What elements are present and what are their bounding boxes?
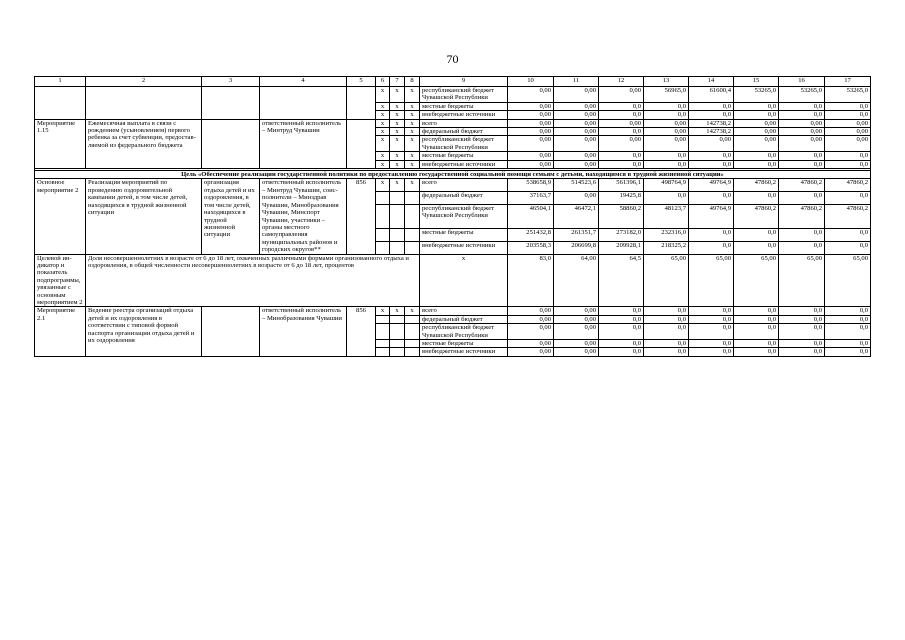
value-cell: 561396,1 bbox=[599, 179, 644, 192]
value-cell: 0,0 bbox=[734, 111, 779, 119]
header-cell: 9 bbox=[420, 77, 508, 87]
value-cell: 0,0 bbox=[825, 102, 871, 110]
code-cell bbox=[376, 340, 390, 348]
value-cell: 0,00 bbox=[554, 340, 599, 348]
header-cell: 11 bbox=[554, 77, 599, 87]
code-cell: x bbox=[376, 136, 390, 152]
page-number: 70 bbox=[446, 52, 459, 66]
value-cell: 514523,6 bbox=[554, 179, 599, 192]
value-cell: 0,00 bbox=[734, 136, 779, 152]
value-cell: 49764,9 bbox=[689, 179, 734, 192]
code-cell: x bbox=[390, 128, 405, 136]
value-cell: 0,0 bbox=[689, 152, 734, 160]
value-cell: 0,00 bbox=[508, 136, 554, 152]
funding-source: федеральный бюджет bbox=[420, 315, 508, 323]
code-cell bbox=[390, 241, 405, 254]
item-partners bbox=[202, 119, 260, 168]
value-cell: 209928,1 bbox=[599, 241, 644, 254]
code-cell: x bbox=[405, 136, 420, 152]
value-cell: 0,0 bbox=[599, 152, 644, 160]
code-cell: x bbox=[390, 111, 405, 119]
value-cell: 0,0 bbox=[599, 315, 644, 323]
header-row bbox=[35, 77, 871, 87]
value-cell: 0,00 bbox=[508, 152, 554, 160]
item-partners bbox=[202, 87, 260, 120]
code-cell: x bbox=[390, 87, 405, 103]
value-cell: 0,00 bbox=[644, 136, 689, 152]
value-cell: 0,0 bbox=[779, 340, 825, 348]
item-code: Основное мероприятие 2 bbox=[35, 179, 86, 254]
value-cell: 0,0 bbox=[689, 348, 734, 356]
value-cell: 37163,7 bbox=[508, 192, 554, 205]
value-cell: 0,00 bbox=[825, 136, 871, 152]
code-cell bbox=[405, 204, 420, 228]
item-code: Мероприятие 2.1 bbox=[35, 307, 86, 356]
value-cell: 47860,2 bbox=[825, 204, 871, 228]
value-cell: 0,00 bbox=[554, 87, 599, 103]
code-cell: x bbox=[405, 179, 420, 192]
value-cell: 0,0 bbox=[644, 315, 689, 323]
funding-source: всего bbox=[420, 119, 508, 127]
value-cell: 0,0 bbox=[599, 102, 644, 110]
value-cell: 0,00 bbox=[508, 324, 554, 340]
value-cell: 0,0 bbox=[689, 160, 734, 168]
header-cell: 14 bbox=[689, 77, 734, 87]
table-row bbox=[35, 87, 871, 103]
value-cell: 0,00 bbox=[508, 340, 554, 348]
value-cell: 0,0 bbox=[734, 307, 779, 315]
value-cell: 0,00 bbox=[554, 102, 599, 110]
funding-source: внебюджетные источники bbox=[420, 241, 508, 254]
value-cell: 0,00 bbox=[779, 119, 825, 127]
code-cell: x bbox=[390, 152, 405, 160]
code-cell: x bbox=[390, 179, 405, 192]
header-cell: 15 bbox=[734, 77, 779, 87]
code-cell bbox=[390, 348, 405, 356]
header-cell: 16 bbox=[779, 77, 825, 87]
code-cell: x bbox=[376, 119, 390, 127]
value-cell: 0,0 bbox=[644, 111, 689, 119]
value-cell: 65,00 bbox=[689, 254, 734, 307]
item-executor: ответственный исполнитель – Минтруд Чувашии bbox=[260, 119, 347, 168]
code-cell: x bbox=[405, 160, 420, 168]
value-cell: 0,0 bbox=[734, 102, 779, 110]
value-cell: 0,00 bbox=[825, 119, 871, 127]
code-cell: x bbox=[405, 87, 420, 103]
header-cell: 17 bbox=[825, 77, 871, 87]
value-cell: 0,0 bbox=[779, 241, 825, 254]
value-cell: 0,0 bbox=[599, 340, 644, 348]
value-cell: 0,00 bbox=[554, 192, 599, 205]
value-cell: 0,0 bbox=[779, 152, 825, 160]
code-cell bbox=[405, 228, 420, 241]
value-cell: 61600,4 bbox=[689, 87, 734, 103]
code-cell: x bbox=[405, 307, 420, 315]
value-cell: 0,0 bbox=[689, 340, 734, 348]
value-cell: 0,00 bbox=[554, 324, 599, 340]
header-cell: 1 bbox=[35, 77, 86, 87]
table-row bbox=[35, 179, 871, 192]
code-cell bbox=[390, 228, 405, 241]
funding-source: республиканский бюджет Чувашской Республики bbox=[420, 204, 508, 228]
code-cell bbox=[376, 348, 390, 356]
value-cell: 47860,2 bbox=[779, 179, 825, 192]
value-cell: 0,0 bbox=[734, 192, 779, 205]
value-cell: 0,0 bbox=[689, 192, 734, 205]
value-cell: 0,00 bbox=[734, 119, 779, 127]
value-cell: 0,0 bbox=[599, 111, 644, 119]
value-cell: 58860,2 bbox=[599, 204, 644, 228]
code-cell bbox=[376, 228, 390, 241]
code-cell: x bbox=[376, 111, 390, 119]
value-cell: 203558,3 bbox=[508, 241, 554, 254]
value-cell: 83,0 bbox=[508, 254, 554, 307]
value-cell: 0,0 bbox=[779, 307, 825, 315]
value-cell: 0,00 bbox=[554, 348, 599, 356]
value-cell: 0,0 bbox=[734, 340, 779, 348]
code-cell: x bbox=[376, 152, 390, 160]
item-name: Реализация мероприятий по проведению оздоровительной кампании детей, в том числе детей, находящихся в трудной жизненной ситуации bbox=[86, 179, 202, 254]
value-cell: 0,00 bbox=[508, 87, 554, 103]
value-cell: 0,00 bbox=[508, 315, 554, 323]
value-cell: 218325,2 bbox=[644, 241, 689, 254]
value-cell: 0,0 bbox=[779, 192, 825, 205]
value-cell: 0,0 bbox=[689, 228, 734, 241]
code-cell: x bbox=[376, 307, 390, 315]
value-cell: 65,00 bbox=[825, 254, 871, 307]
value-cell: 0,0 bbox=[599, 307, 644, 315]
value-cell: 142738,2 bbox=[689, 119, 734, 127]
code-cell: x bbox=[405, 128, 420, 136]
value-cell: 0,0 bbox=[825, 348, 871, 356]
funding-source: федеральный бюджет bbox=[420, 128, 508, 136]
value-cell: 0,00 bbox=[599, 119, 644, 127]
value-cell: 0,00 bbox=[734, 128, 779, 136]
code-cell bbox=[376, 324, 390, 340]
value-cell: 0,00 bbox=[554, 128, 599, 136]
funding-source: республиканский бюджет Чувашской Республики bbox=[420, 324, 508, 340]
code-cell bbox=[390, 204, 405, 228]
value-cell: 47860,2 bbox=[779, 204, 825, 228]
code-cell bbox=[390, 315, 405, 323]
value-cell: 206699,8 bbox=[554, 241, 599, 254]
item-code-col5 bbox=[347, 87, 376, 120]
value-cell: 0,0 bbox=[644, 152, 689, 160]
item-name: Ежемесячная выплата в связи с рождением (усыновлением) первого ребенка за счет субвенции, предоставляемой из федерального бюджета bbox=[86, 119, 202, 168]
value-cell: 0,00 bbox=[554, 152, 599, 160]
value-cell: 0,0 bbox=[779, 315, 825, 323]
value-cell: 0,0 bbox=[825, 152, 871, 160]
value-cell: 0,00 bbox=[508, 102, 554, 110]
table-row bbox=[35, 119, 871, 127]
code-cell: x bbox=[376, 87, 390, 103]
funding-source: внебюджетные источники bbox=[420, 160, 508, 168]
value-cell: 0,0 bbox=[825, 307, 871, 315]
header-cell: 4 bbox=[260, 77, 347, 87]
item-partners: организация отдыха детей и их оздоровления, в том числе детей, находящихся в трудной жизненной ситуации bbox=[202, 179, 260, 254]
value-cell: 0,00 bbox=[508, 160, 554, 168]
item-code-col5: 856 bbox=[347, 179, 376, 254]
value-cell: 0,0 bbox=[825, 160, 871, 168]
value-cell: 0,0 bbox=[599, 128, 644, 136]
code-cell bbox=[405, 324, 420, 340]
value-cell: 0,00 bbox=[508, 128, 554, 136]
value-cell: 47860,2 bbox=[825, 179, 871, 192]
value-cell: 0,0 bbox=[734, 160, 779, 168]
code-cell bbox=[390, 324, 405, 340]
code-cell: x bbox=[390, 307, 405, 315]
value-cell: 0,00 bbox=[825, 128, 871, 136]
header-cell: 3 bbox=[202, 77, 260, 87]
header-cell: 12 bbox=[599, 77, 644, 87]
value-cell: 46472,1 bbox=[554, 204, 599, 228]
value-cell: 142738,2 bbox=[689, 128, 734, 136]
value-cell: 0,0 bbox=[644, 348, 689, 356]
value-cell: 0,00 bbox=[599, 87, 644, 103]
code-cell bbox=[390, 340, 405, 348]
value-cell: 0,00 bbox=[554, 111, 599, 119]
value-cell: 0,00 bbox=[689, 136, 734, 152]
value-cell: 0,00 bbox=[554, 119, 599, 127]
value-cell: 0,0 bbox=[644, 160, 689, 168]
value-cell: 0,0 bbox=[825, 315, 871, 323]
value-cell: 0,0 bbox=[779, 228, 825, 241]
value-cell: 0,00 bbox=[508, 111, 554, 119]
value-cell: 0,0 bbox=[644, 324, 689, 340]
value-cell: 232316,0 bbox=[644, 228, 689, 241]
code-cell: x bbox=[376, 160, 390, 168]
code-cell: x bbox=[405, 152, 420, 160]
value-cell: 0,0 bbox=[825, 192, 871, 205]
value-cell: 261351,7 bbox=[554, 228, 599, 241]
item-code-col5: 856 bbox=[347, 307, 376, 356]
item-executor bbox=[260, 87, 347, 120]
funding-source: местные бюджеты bbox=[420, 340, 508, 348]
value-cell: 0,0 bbox=[779, 111, 825, 119]
value-cell: 0,0 bbox=[644, 307, 689, 315]
value-cell: 0,0 bbox=[644, 102, 689, 110]
value-cell: 47860,2 bbox=[734, 204, 779, 228]
indicator-label: Целевой индикатор и показатель подпрограммы, увязанные с основным мероприятием 2 bbox=[35, 254, 86, 307]
value-cell: 65,00 bbox=[779, 254, 825, 307]
value-cell: 0,0 bbox=[689, 241, 734, 254]
value-cell: 0,00 bbox=[779, 136, 825, 152]
funding-source: всего bbox=[420, 307, 508, 315]
value-cell: 0,0 bbox=[644, 192, 689, 205]
value-cell: 48123,7 bbox=[644, 204, 689, 228]
funding-source: республиканский бюджет Чувашской Республики bbox=[420, 136, 508, 152]
value-cell: 0,0 bbox=[734, 324, 779, 340]
item-partners bbox=[202, 307, 260, 356]
funding-source: местные бюджеты bbox=[420, 102, 508, 110]
value-cell: 0,0 bbox=[734, 241, 779, 254]
code-cell: x bbox=[405, 119, 420, 127]
value-cell: 53265,0 bbox=[734, 87, 779, 103]
code-cell: x bbox=[376, 128, 390, 136]
value-cell: 0,0 bbox=[599, 348, 644, 356]
funding-source: республиканский бюджет Чувашской Республики bbox=[420, 87, 508, 103]
value-cell: 273182,0 bbox=[599, 228, 644, 241]
value-cell: 64,5 bbox=[599, 254, 644, 307]
code-cell bbox=[405, 241, 420, 254]
code-cell: x bbox=[390, 160, 405, 168]
value-cell: 0,0 bbox=[734, 348, 779, 356]
value-cell: 53265,0 bbox=[779, 87, 825, 103]
value-cell: 0,0 bbox=[599, 160, 644, 168]
item-executor: ответственный исполнитель – Минобразования Чувашии bbox=[260, 307, 347, 356]
value-cell: 53265,0 bbox=[825, 87, 871, 103]
value-cell: 0,0 bbox=[734, 315, 779, 323]
header-cell: 13 bbox=[644, 77, 689, 87]
code-cell: x bbox=[390, 102, 405, 110]
value-cell: 0,0 bbox=[825, 324, 871, 340]
goal-heading: Цель «Обеспечение реализации государственной политики по предоставлению государственной социальной помощи семьям с детьми, находящимся в трудной жизненной ситуации» bbox=[35, 171, 871, 179]
value-cell: 0,0 bbox=[825, 241, 871, 254]
code-cell bbox=[376, 315, 390, 323]
code-cell: x bbox=[376, 179, 390, 192]
value-cell: 0,00 bbox=[508, 307, 554, 315]
table-row bbox=[35, 307, 871, 315]
code-cell bbox=[405, 192, 420, 205]
value-cell: 0,00 bbox=[644, 119, 689, 127]
value-cell: 0,00 bbox=[599, 136, 644, 152]
value-cell: 0,0 bbox=[779, 102, 825, 110]
item-executor: ответственный исполнитель – Минтруд Чувашии, соисполнители – Минздрав Чувашии, Минобразования Чувашии, Минспорт Чувашии, участники – органы местного самоуправления муниципальных районов и городских округов** bbox=[260, 179, 347, 254]
value-cell: 0,0 bbox=[644, 340, 689, 348]
funding-source: всего bbox=[420, 179, 508, 192]
value-cell: 0,0 bbox=[689, 315, 734, 323]
value-cell: 0,0 bbox=[734, 152, 779, 160]
code-cell: x bbox=[390, 119, 405, 127]
code-cell bbox=[376, 204, 390, 228]
value-cell: 0,00 bbox=[644, 128, 689, 136]
item-code-col5 bbox=[347, 119, 376, 168]
value-cell: 0,0 bbox=[734, 228, 779, 241]
code-cell: x bbox=[405, 111, 420, 119]
value-cell: 65,00 bbox=[734, 254, 779, 307]
value-cell: 64,00 bbox=[554, 254, 599, 307]
item-name: Ведение реестра организаций отдыха детей и их оздоровления в соответствии с типовой формой паспорта организации отдыха детей и их оздоровления bbox=[86, 307, 202, 356]
value-cell: 65,00 bbox=[644, 254, 689, 307]
code-cell bbox=[376, 241, 390, 254]
header-cell: 5 bbox=[347, 77, 376, 87]
item-code: Мероприятие 1.15 bbox=[35, 119, 86, 168]
budget-table bbox=[34, 76, 871, 357]
value-cell: 0,0 bbox=[779, 160, 825, 168]
value-cell: 0,00 bbox=[779, 128, 825, 136]
value-cell: 0,0 bbox=[779, 348, 825, 356]
indicator-row bbox=[35, 254, 871, 307]
funding-source: местные бюджеты bbox=[420, 228, 508, 241]
value-cell: 0,0 bbox=[779, 324, 825, 340]
item-name bbox=[86, 87, 202, 120]
value-cell: 0,0 bbox=[599, 324, 644, 340]
value-cell: 0,0 bbox=[689, 111, 734, 119]
value-cell: 0,00 bbox=[508, 348, 554, 356]
indicator-text: Доля несовершеннолетних в возрасте от 6 до 18 лет, охваченных различными формами организованного отдыха и оздоровления, в общей численности несовершеннолетних в возрасте от 6 до 18 лет, процентов bbox=[86, 254, 420, 307]
code-cell: x bbox=[390, 136, 405, 152]
funding-source: местные бюджеты bbox=[420, 152, 508, 160]
value-cell: 19425,8 bbox=[599, 192, 644, 205]
code-cell: x bbox=[376, 102, 390, 110]
code-cell bbox=[390, 192, 405, 205]
value-cell: 0,0 bbox=[825, 228, 871, 241]
value-cell: 0,00 bbox=[554, 307, 599, 315]
funding-source: федеральный бюджет bbox=[420, 192, 508, 205]
value-cell: 538658,9 bbox=[508, 179, 554, 192]
value-cell: 47860,2 bbox=[734, 179, 779, 192]
value-cell: 56965,0 bbox=[644, 87, 689, 103]
value-cell: 498764,9 bbox=[644, 179, 689, 192]
header-cell: 7 bbox=[390, 77, 405, 87]
header-cell: 10 bbox=[508, 77, 554, 87]
value-cell: 0,0 bbox=[825, 111, 871, 119]
code-cell: x bbox=[405, 102, 420, 110]
value-cell: 49764,9 bbox=[689, 204, 734, 228]
code-cell bbox=[405, 348, 420, 356]
indicator-x: x bbox=[420, 254, 508, 307]
funding-source: внебюджетные источники bbox=[420, 111, 508, 119]
code-cell bbox=[405, 340, 420, 348]
value-cell: 0,00 bbox=[554, 315, 599, 323]
code-cell bbox=[405, 315, 420, 323]
value-cell: 0,0 bbox=[689, 307, 734, 315]
funding-source: внебюджетные источники bbox=[420, 348, 508, 356]
value-cell: 0,00 bbox=[508, 119, 554, 127]
header-cell: 6 bbox=[376, 77, 390, 87]
goal-row bbox=[35, 171, 871, 179]
value-cell: 0,00 bbox=[554, 160, 599, 168]
item-code bbox=[35, 87, 86, 120]
header-cell: 2 bbox=[86, 77, 202, 87]
header-cell: 8 bbox=[405, 77, 420, 87]
code-cell bbox=[376, 192, 390, 205]
value-cell: 0,0 bbox=[689, 324, 734, 340]
value-cell: 0,0 bbox=[825, 340, 871, 348]
value-cell: 0,00 bbox=[554, 136, 599, 152]
value-cell: 251432,8 bbox=[508, 228, 554, 241]
value-cell: 46504,1 bbox=[508, 204, 554, 228]
value-cell: 0,0 bbox=[689, 102, 734, 110]
